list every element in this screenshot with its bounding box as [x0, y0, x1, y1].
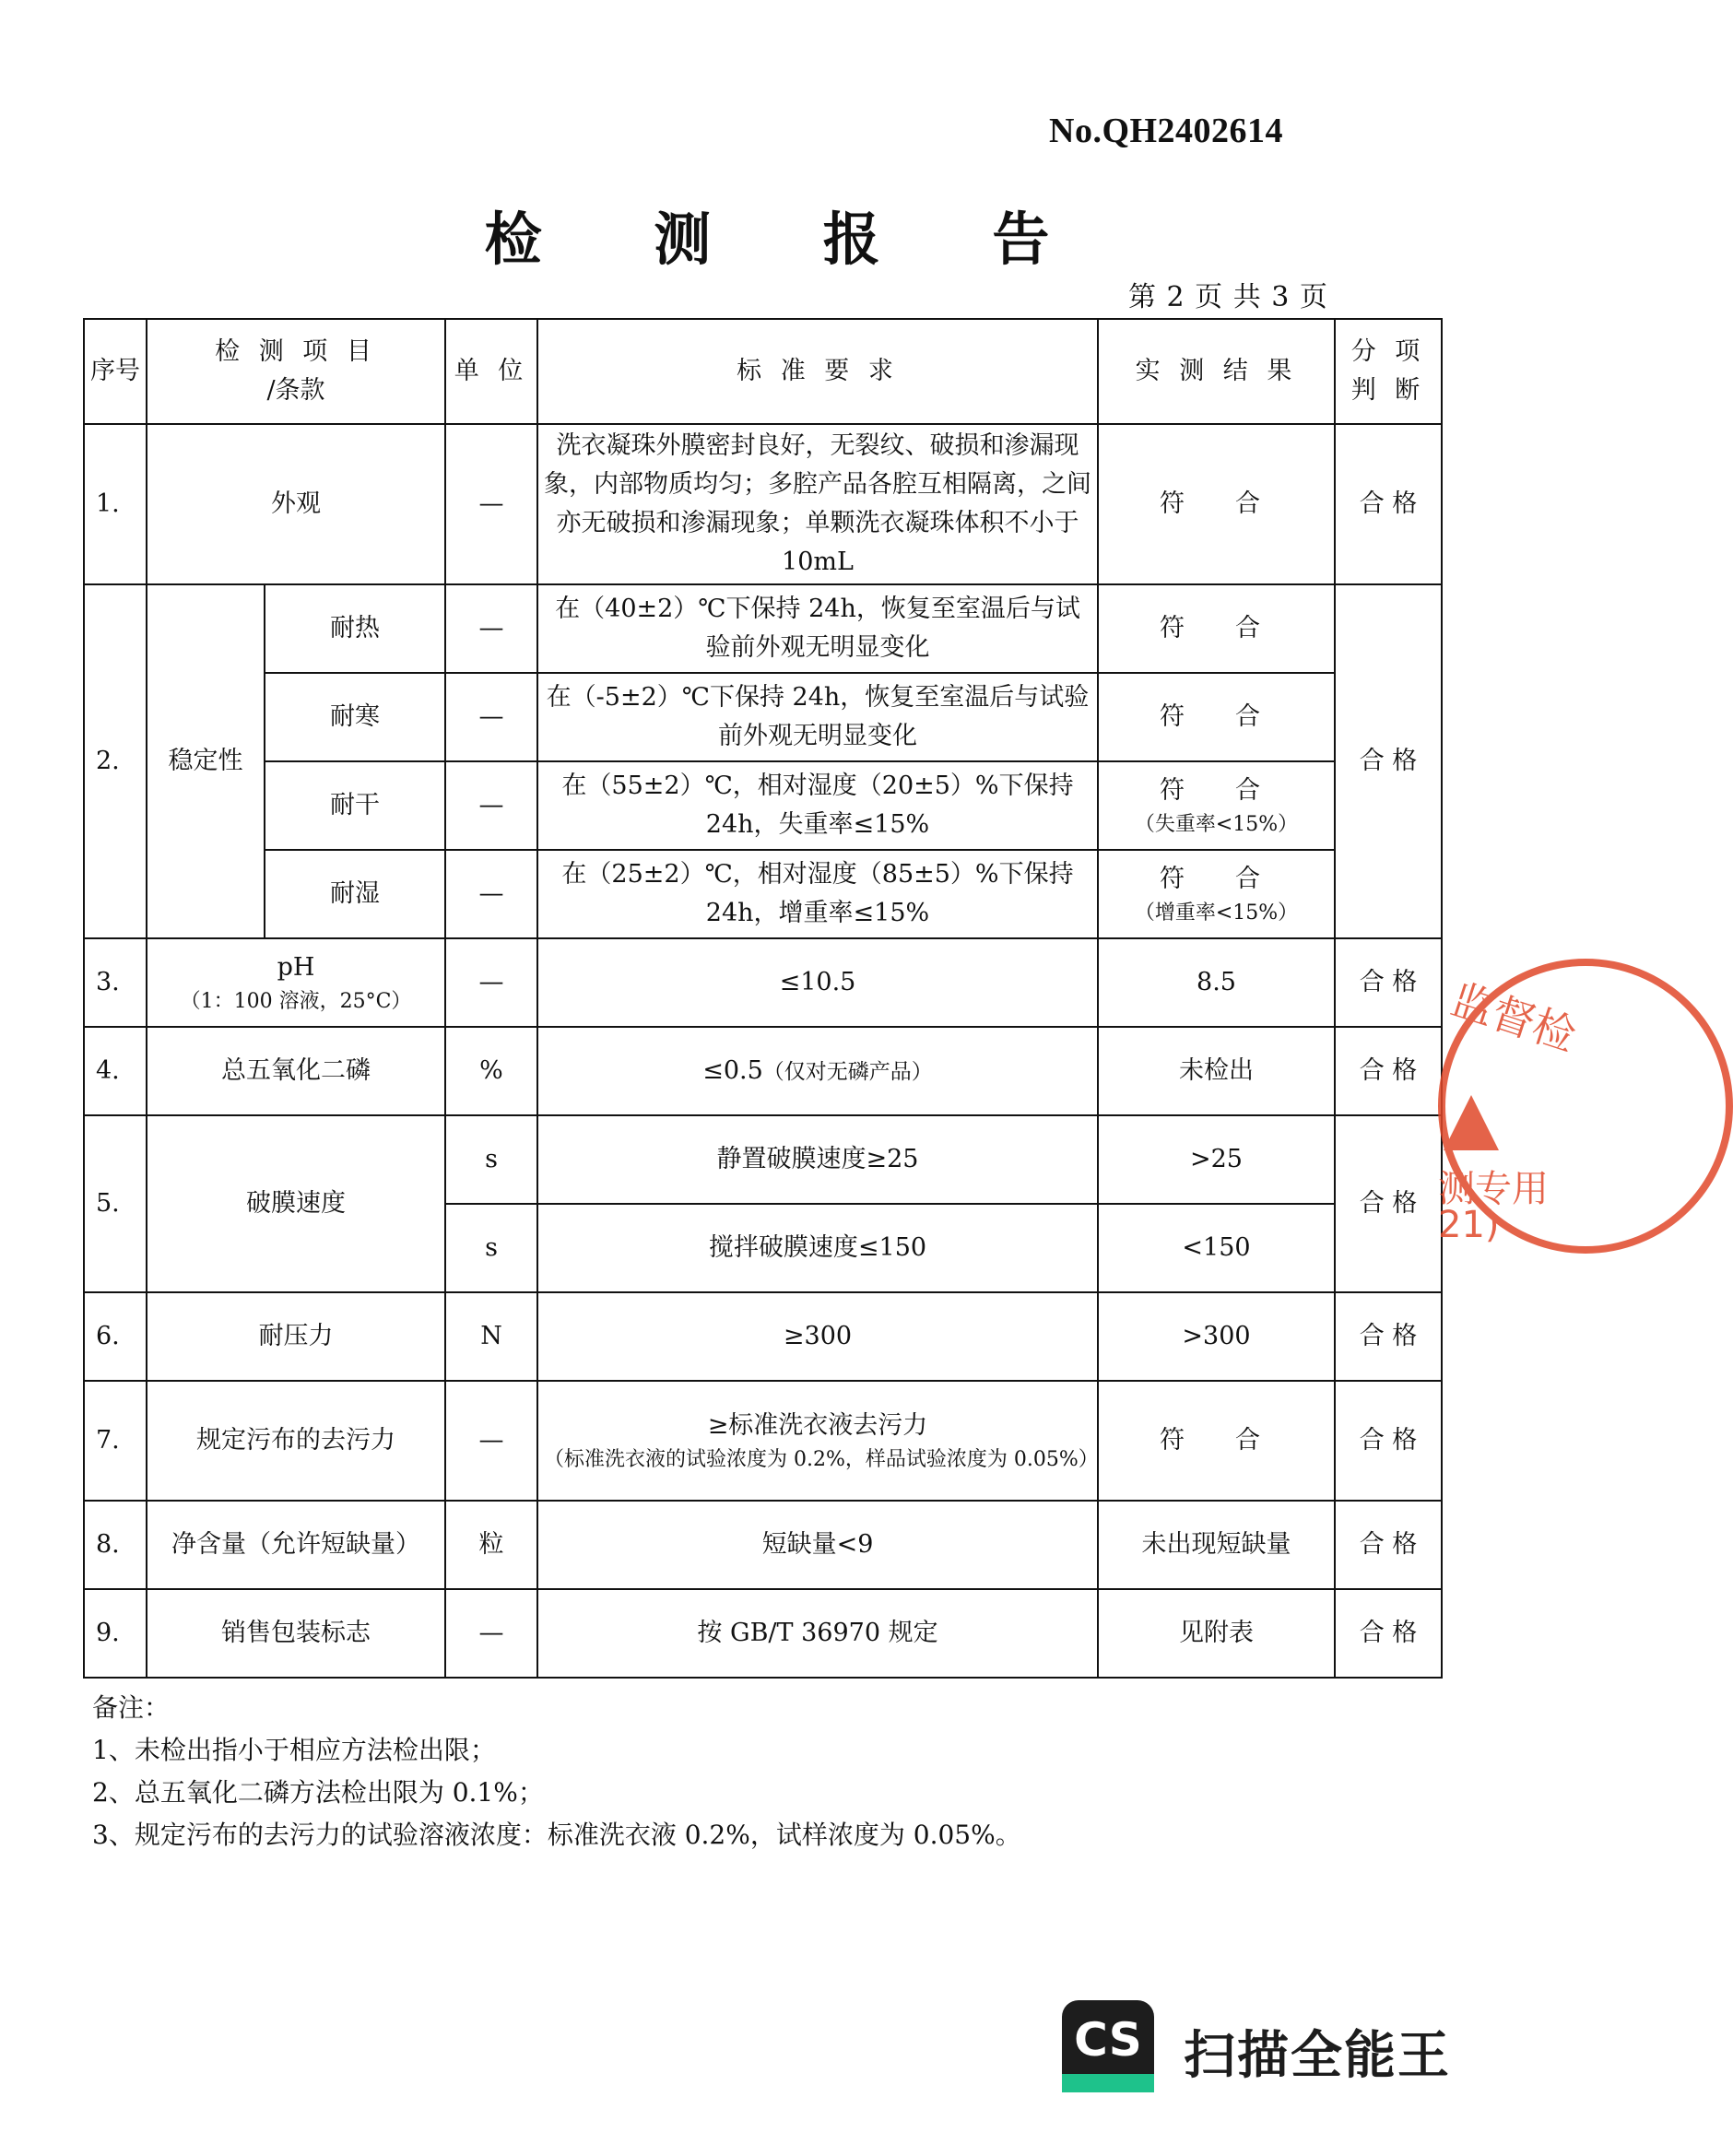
row-judgement: 合 格	[1335, 1027, 1442, 1115]
row-requirement: 按 GB/T 36970 规定	[537, 1589, 1098, 1678]
header-unit: 单 位	[445, 319, 537, 424]
row-unit: —	[445, 1589, 537, 1678]
row-result: 未出现短缺量	[1098, 1501, 1335, 1589]
row-result: >300	[1098, 1292, 1335, 1381]
row-result: 符 合	[1098, 1381, 1335, 1501]
row-requirement: 短缺量<9	[537, 1501, 1098, 1589]
row-seq: 7.	[84, 1381, 147, 1501]
row-result: 见附表	[1098, 1589, 1335, 1678]
table-header-row	[84, 319, 1442, 424]
row-item: 总五氧化二磷	[147, 1027, 445, 1115]
row-unit: —	[445, 673, 537, 761]
row-item: pH （1：100 溶液，25°C）	[147, 938, 445, 1027]
row-result: 符 合	[1098, 673, 1335, 761]
table-row	[84, 584, 1442, 673]
table-row	[84, 938, 1442, 1027]
row-result: 未检出	[1098, 1027, 1335, 1115]
row-unit: s	[445, 1115, 537, 1204]
row-item: 稳定性	[147, 584, 265, 938]
header-requirement: 标 准 要 求	[537, 319, 1098, 424]
table-row	[84, 1292, 1442, 1381]
header-result: 实 测 结 果	[1098, 319, 1335, 424]
seal-circle	[1438, 959, 1733, 1254]
row-requirement: ≥300	[537, 1292, 1098, 1381]
remarks-line: 2、总五氧化二磷方法检出限为 0.1%；	[92, 1777, 544, 1808]
official-seal	[1438, 949, 1583, 1263]
seal-star-icon	[1444, 1095, 1499, 1150]
row-requirement: 在（40±2）℃下保持 24h，恢复至室温后与试验前外观无明显变化	[537, 584, 1098, 673]
table-row	[84, 1115, 1442, 1204]
row-unit: —	[445, 761, 537, 850]
row-judgement: 合 格	[1335, 1501, 1442, 1589]
header-judgement: 分 项 判 断	[1335, 319, 1442, 424]
row-unit: N	[445, 1292, 537, 1381]
row-result: 8.5	[1098, 938, 1335, 1027]
row-unit: —	[445, 1381, 537, 1501]
row-requirement: 在（55±2）℃，相对湿度（20±5）%下保持 24h，失重率≤15%	[537, 761, 1098, 850]
row-seq: 2.	[84, 584, 147, 938]
table-row	[84, 1589, 1442, 1678]
row-requirement: ≤0.5（仅对无磷产品）	[537, 1027, 1098, 1115]
row-result: <150	[1098, 1204, 1335, 1292]
page-indicator: 第 2 页 共 3 页	[1128, 281, 1328, 313]
table-row	[84, 1501, 1442, 1589]
row-unit: s	[445, 1204, 537, 1292]
row-item: 外观	[147, 424, 445, 584]
row-result: 符 合 （增重率<15%）	[1098, 850, 1335, 938]
row-unit: —	[445, 850, 537, 938]
seal-text: 测专用	[1438, 1168, 1549, 1210]
remarks-line: 1、未检出指小于相应方法检出限；	[92, 1735, 496, 1765]
row-result: 符 合	[1098, 584, 1335, 673]
row-seq: 4.	[84, 1027, 147, 1115]
row-subitem: 耐寒	[265, 673, 445, 761]
report-number: No.QH2402614	[1049, 112, 1284, 150]
row-requirement: 在（-5±2）℃下保持 24h，恢复至室温后与试验前外观无明显变化	[537, 673, 1098, 761]
page-title: 检 测 报 告	[484, 206, 1096, 273]
row-requirement: ≤10.5	[537, 938, 1098, 1027]
row-result: 符 合	[1098, 424, 1335, 584]
row-requirement: ≥标准洗衣液去污力 （标准洗衣液的试验浓度为 0.2%，样品试验浓度为 0.05%）	[537, 1381, 1098, 1501]
cs-logo-icon: CS	[1062, 2000, 1154, 2092]
table-row	[84, 673, 1442, 761]
row-requirement: 搅拌破膜速度≤150	[537, 1204, 1098, 1292]
table-row	[84, 1381, 1442, 1501]
row-item: 规定污布的去污力	[147, 1381, 445, 1501]
row-judgement: 合 格	[1335, 584, 1442, 938]
row-subitem: 耐湿	[265, 850, 445, 938]
row-unit: —	[445, 424, 537, 584]
row-item: 破膜速度	[147, 1115, 445, 1292]
row-unit: —	[445, 938, 537, 1027]
seal-text: 21)	[1438, 1204, 1500, 1246]
seal-text: 监督检	[1445, 973, 1583, 1061]
row-item: 销售包装标志	[147, 1589, 445, 1678]
row-item: 净含量（允许短缺量）	[147, 1501, 445, 1589]
row-result: 符 合 （失重率<15%）	[1098, 761, 1335, 850]
row-item: 耐压力	[147, 1292, 445, 1381]
header-seq: 序号	[84, 319, 147, 424]
row-seq: 6.	[84, 1292, 147, 1381]
row-seq: 3.	[84, 938, 147, 1027]
table-row	[84, 850, 1442, 938]
table-row	[84, 424, 1442, 584]
table-row	[84, 1027, 1442, 1115]
remarks-line: 3、规定污布的去污力的试验溶液浓度：标准洗衣液 0.2%，试样浓度为 0.05%。	[92, 1820, 1021, 1850]
row-judgement: 合 格	[1335, 1115, 1442, 1292]
row-judgement: 合 格	[1335, 1381, 1442, 1501]
row-seq: 5.	[84, 1115, 147, 1292]
table-row	[84, 761, 1442, 850]
row-judgement: 合 格	[1335, 1292, 1442, 1381]
watermark-name: 扫描全能王	[1184, 2026, 1451, 2086]
header-item: 检 测 项 目 /条款	[147, 319, 445, 424]
remarks-label: 备注：	[92, 1692, 171, 1723]
row-unit: 粒	[445, 1501, 537, 1589]
row-judgement: 合 格	[1335, 1589, 1442, 1678]
row-result: >25	[1098, 1115, 1335, 1204]
row-seq: 9.	[84, 1589, 147, 1678]
remarks-section	[92, 1687, 1021, 1856]
row-subitem: 耐干	[265, 761, 445, 850]
row-requirement: 在（25±2）℃，相对湿度（85±5）%下保持 24h，增重率≤15%	[537, 850, 1098, 938]
test-results-table	[83, 318, 1443, 1679]
row-judgement: 合 格	[1335, 938, 1442, 1027]
row-requirement: 静置破膜速度≥25	[537, 1115, 1098, 1204]
row-judgement: 合 格	[1335, 424, 1442, 584]
row-unit: %	[445, 1027, 537, 1115]
row-subitem: 耐热	[265, 584, 445, 673]
row-requirement: 洗衣凝珠外膜密封良好，无裂纹、破损和渗漏现象，内部物质均匀；多腔产品各腔互相隔离，之间亦无破损和渗漏现象；单颗洗衣凝珠体积不小于 10mL	[537, 424, 1098, 584]
row-seq: 1.	[84, 424, 147, 584]
row-seq: 8.	[84, 1501, 147, 1589]
row-unit: —	[445, 584, 537, 673]
